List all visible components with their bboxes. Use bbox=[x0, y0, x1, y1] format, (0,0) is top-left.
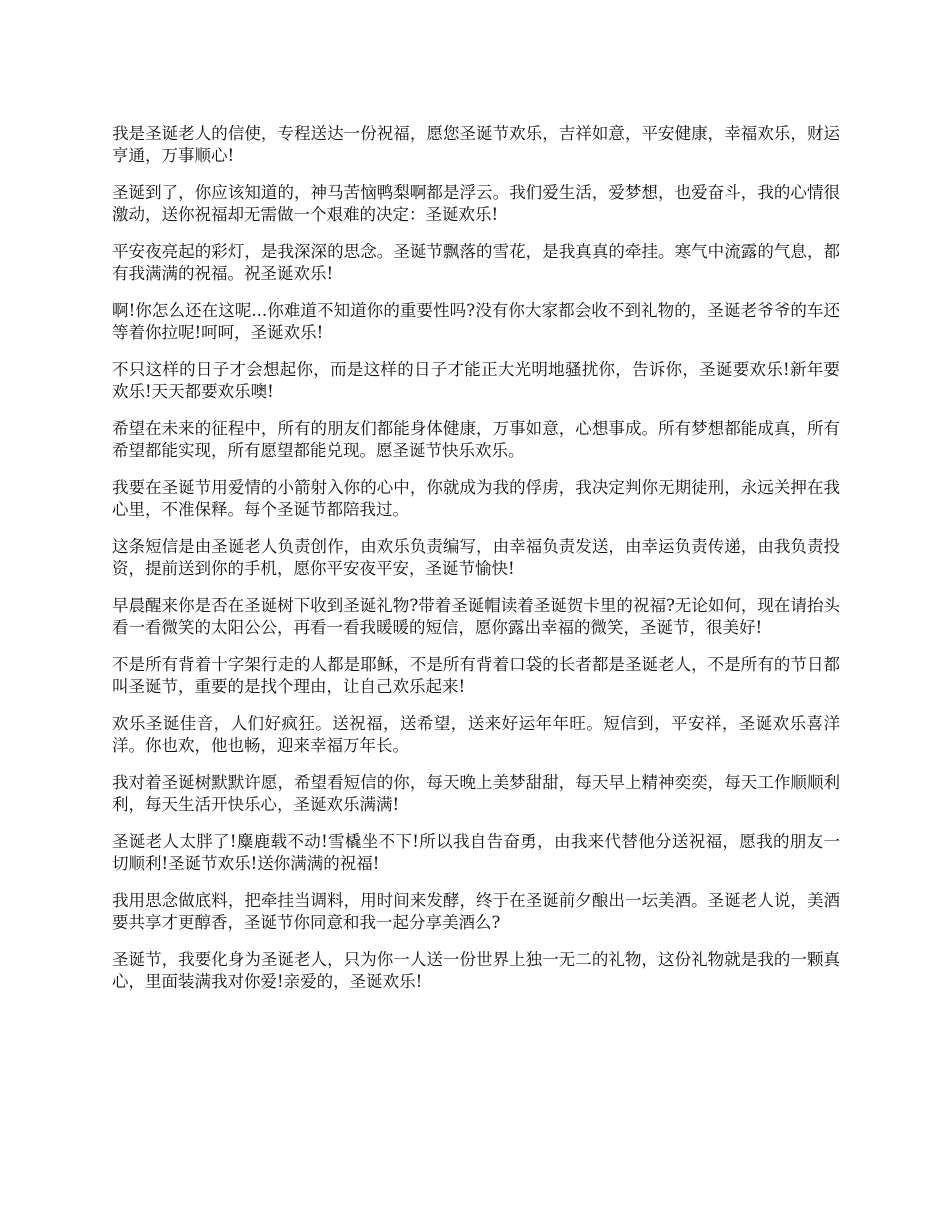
paragraph-7: 我要在圣诞节用爱情的小箭射入你的心中，你就成为我的俘虏，我决定判你无期徒刑，永远关押在我心里，不准保释。每个圣诞节都陪我过。 bbox=[112, 478, 840, 519]
paragraph-15: 圣诞节，我要化身为圣诞老人，只为你一人送一份世界上独一无二的礼物，这份礼物就是我的一颗真心，里面装满我对你爱!亲爱的，圣诞欢乐! bbox=[112, 950, 840, 991]
paragraph-4: 啊!你怎么还在这呢...你难道不知道你的重要性吗?没有你大家都会收不到礼物的，圣诞老爷爷的车还等着你拉呢!呵呵，圣诞欢乐! bbox=[112, 301, 840, 342]
paragraph-14: 我用思念做底料，把牵挂当调料，用时间来发酵，终于在圣诞前夕酿出一坛美酒。圣诞老人说，美酒要共享才更醇香，圣诞节你同意和我一起分享美酒么? bbox=[112, 891, 840, 932]
paragraph-2: 圣诞到了，你应该知道的，神马苦恼鸭梨啊都是浮云。我们爱生活，爱梦想，也爱奋斗，我的心情很激动，送你祝福却无需做一个艰难的决定：圣诞欢乐! bbox=[112, 183, 840, 224]
paragraph-13: 圣诞老人太胖了!麋鹿载不动!雪橇坐不下!所以我自告奋勇，由我来代替他分送祝福，愿我的朋友一切顺利!圣诞节欢乐!送你满满的祝福! bbox=[112, 832, 840, 873]
paragraph-9: 早晨醒来你是否在圣诞树下收到圣诞礼物?带着圣诞帽读着圣诞贺卡里的祝福?无论如何，现在请抬头看一看微笑的太阳公公，再看一看我暖暖的短信，愿你露出幸福的微笑，圣诞节，很美好! bbox=[112, 596, 840, 637]
paragraph-11: 欢乐圣诞佳音，人们好疯狂。送祝福，送希望，送来好运年年旺。短信到，平安祥，圣诞欢乐喜洋洋。你也欢，他也畅，迎来幸福万年长。 bbox=[112, 714, 840, 755]
paragraph-3: 平安夜亮起的彩灯，是我深深的思念。圣诞节飘落的雪花，是我真真的牵挂。寒气中流露的气息，都有我满满的祝福。祝圣诞欢乐! bbox=[112, 242, 840, 283]
document-body bbox=[112, 123, 840, 1008]
paragraph-10: 不是所有背着十字架行走的人都是耶稣，不是所有背着口袋的长者都是圣诞老人，不是所有的节日都叫圣诞节，重要的是找个理由，让自己欢乐起来! bbox=[112, 655, 840, 696]
paragraph-5: 不只这样的日子才会想起你，而是这样的日子才能正大光明地骚扰你，告诉你，圣诞要欢乐!新年要欢乐!天天都要欢乐噢! bbox=[112, 360, 840, 401]
paragraph-1: 我是圣诞老人的信使，专程送达一份祝福，愿您圣诞节欢乐，吉祥如意，平安健康，幸福欢乐，财运亨通，万事顺心! bbox=[112, 124, 840, 165]
paragraph-8: 这条短信是由圣诞老人负责创作，由欢乐负责编写，由幸福负责发送，由幸运负责传递，由我负责投资，提前送到你的手机，愿你平安夜平安，圣诞节愉快! bbox=[112, 537, 840, 578]
paragraph-6: 希望在未来的征程中，所有的朋友们都能身体健康，万事如意，心想事成。所有梦想都能成真，所有希望都能实现，所有愿望都能兑现。愿圣诞节快乐欢乐。 bbox=[112, 419, 840, 460]
paragraph-12: 我对着圣诞树默默许愿，希望看短信的你，每天晚上美梦甜甜，每天早上精神奕奕，每天工作顺顺利利，每天生活开快乐心，圣诞欢乐满满! bbox=[112, 773, 840, 814]
